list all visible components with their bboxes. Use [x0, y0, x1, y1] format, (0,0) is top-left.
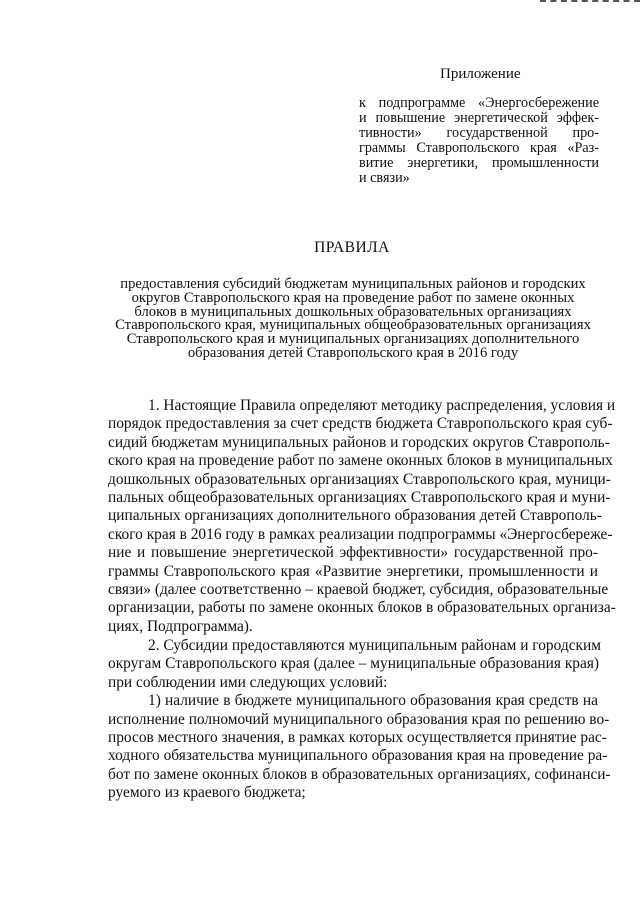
paragraph-line: порядок предоставления за счет средств бюджета Ставропольского края суб-	[108, 415, 613, 433]
top-edge-rule	[540, 0, 640, 5]
paragraph-line: ципальных организациях дополнительного образования детей Ставрополь-	[108, 507, 602, 525]
appendix-line: и повышение энергетической эффек-	[359, 110, 599, 126]
appendix-line: к подпрограмме «Энергосбережение	[359, 95, 599, 111]
paragraph-line: связи» (далее соответственно – краевой бюджет, субсидия, образовательные	[108, 581, 609, 599]
appendix-line: и связи»	[359, 170, 410, 186]
paragraph-line: 1) наличие в бюджете муниципального образования края средств на	[148, 692, 598, 710]
subtitle-line: образования детей Ставропольского края в 2016 году	[187, 344, 519, 361]
appendix-line: граммы Ставропольского края «Раз-	[359, 140, 599, 156]
paragraph-line: 2. Субсидии предоставляются муниципальным районам и городским	[148, 637, 601, 654]
paragraph-line: исполнение полномочий муниципального образования края по решению во-	[108, 710, 610, 728]
document-subtitle	[108, 278, 598, 361]
paragraph-line: пальных общеобразовательных организациях Ставропольского края и муни-	[108, 489, 611, 507]
appendix-line: тивности» государственной про-	[359, 125, 599, 141]
paragraph-line: бот по замене оконных блоков в образовательных организациях, софинанси-	[108, 765, 611, 783]
paragraph-line: просов местного значения, в рамках которых осуществляется принятие рас-	[108, 729, 607, 747]
subtitle-line: предоставления субсидий бюджетам муниципальных районов и городских	[120, 276, 586, 292]
paragraph-line: организации, работы по замене оконных блоков в образовательных организа-	[108, 599, 616, 617]
paragraph-line: руемого из краевого бюджета;	[108, 784, 306, 802]
paragraph-1	[108, 397, 616, 636]
subtitle-line: Ставропольского края и муниципальных организациях дополнительного	[126, 331, 580, 348]
appendix-line: витие энергетики, промышленности	[359, 155, 599, 171]
paragraph-line: сидий бюджетам муниципальных районов и городских округов Ставрополь-	[108, 433, 610, 451]
subtitle-line: блоков в муниципальных дошкольных образовательных организациях	[134, 303, 572, 320]
paragraph-line: ского края в 2016 году в рамках реализации подпрограммы «Энергосбереже-	[108, 525, 613, 543]
paragraph-line: ходного обязательства муниципального образования края на проведение ра-	[108, 747, 608, 765]
paragraph-line: дошкольных образовательных организациях Ставропольского края, муници-	[108, 470, 611, 488]
paragraph-line: при соблюдении ими следующих условий:	[108, 673, 388, 691]
subtitle-line: Ставропольского края, муниципальных общеобразовательных организациях	[115, 317, 591, 334]
paragraph-line: ние и повышение энергетической эффективности» государственной про-	[108, 544, 598, 562]
paragraph-line: ского края на проведение работ по замене оконных блоков в муниципальных	[108, 452, 613, 470]
paragraph-line: округам Ставропольского края (далее – муниципальные образования края)	[108, 655, 600, 673]
paragraph-line: 1. Настоящие Правила определяют методику распределения, условия и	[148, 397, 616, 414]
document-heading: ПРАВИЛА	[314, 239, 390, 256]
paragraph-line: циях, Подпрограмма).	[108, 617, 253, 635]
appendix-title: Приложение	[440, 66, 521, 82]
appendix-reference	[359, 96, 599, 186]
subtitle-line: округов Ставропольского края на проведение работ по замене оконных	[131, 289, 575, 306]
paragraph-line: граммы Ставропольского края «Развитие энергетики, промышленности и	[108, 562, 598, 580]
paragraph-2	[108, 637, 611, 803]
